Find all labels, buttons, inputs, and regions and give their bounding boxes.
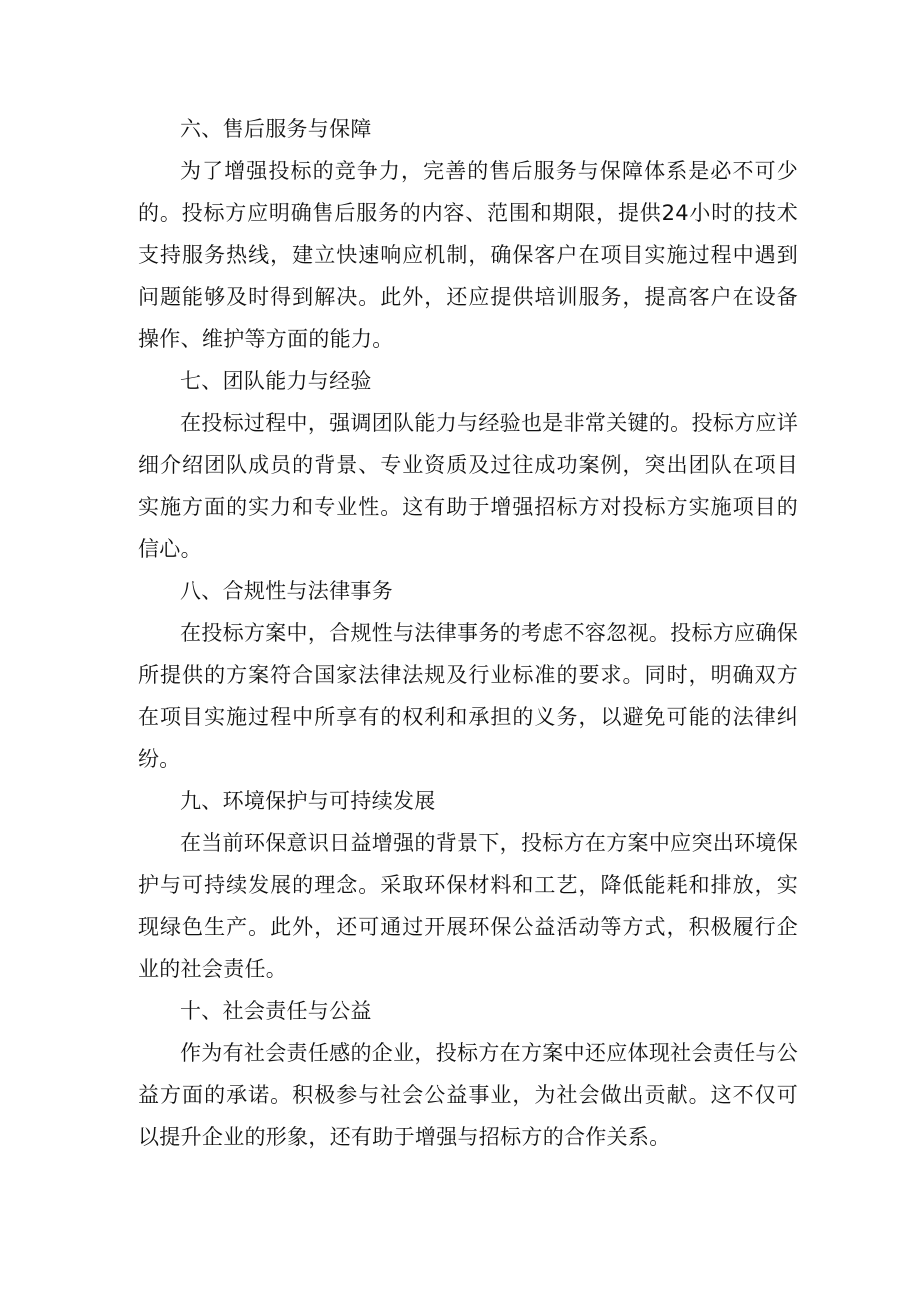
section-social-responsibility: [138, 990, 798, 1158]
section-heading: 十、社会责任与公益: [180, 999, 372, 1023]
section-paragraph: 在当前环保意识日益增强的背景下，投标方在方案中应突出环境保护与可持续发展的理念。采取环保材料和工艺，降低能耗和排放，实现绿色生产。此外，还可通过开展环保公益活动等方式，积极履行企业的社会责任。: [138, 831, 798, 981]
section-heading: 六、售后服务与保障: [180, 117, 372, 141]
section-heading: 八、合规性与法律事务: [180, 579, 393, 603]
section-after-sales-service: [138, 108, 798, 360]
section-heading: 七、团队能力与经验: [180, 369, 372, 393]
section-environmental-protection: [138, 780, 798, 990]
section-team-capability: [138, 360, 798, 570]
section-paragraph: 为了增强投标的竞争力，完善的售后服务与保障体系是必不可少的。投标方应明确售后服务的内容、范围和期限，提供24小时的技术支持服务热线，建立快速响应机制，确保客户在项目实施过程中遇到问题能够及时得到解决。此外，还应提供培训服务，提高客户在设备操作、维护等方面的能力。: [138, 159, 798, 351]
document-body: [138, 108, 798, 1158]
section-paragraph: 在投标过程中，强调团队能力与经验也是非常关键的。投标方应详细介绍团队成员的背景、专业资质及过往成功案例，突出团队在项目实施方面的实力和专业性。这有助于增强招标方对投标方实施项目的信心。: [138, 411, 798, 561]
section-paragraph: 在投标方案中，合规性与法律事务的考虑不容忽视。投标方应确保所提供的方案符合国家法律法规及行业标准的要求。同时，明确双方在项目实施过程中所享有的权利和承担的义务，以避免可能的法律纠纷。: [138, 621, 798, 771]
section-compliance-legal: [138, 570, 798, 780]
section-paragraph: 作为有社会责任感的企业，投标方在方案中还应体现社会责任与公益方面的承诺。积极参与社会公益事业，为社会做出贡献。这不仅可以提升企业的形象，还有助于增强与招标方的合作关系。: [138, 1041, 798, 1149]
section-heading: 九、环境保护与可持续发展: [180, 789, 436, 813]
